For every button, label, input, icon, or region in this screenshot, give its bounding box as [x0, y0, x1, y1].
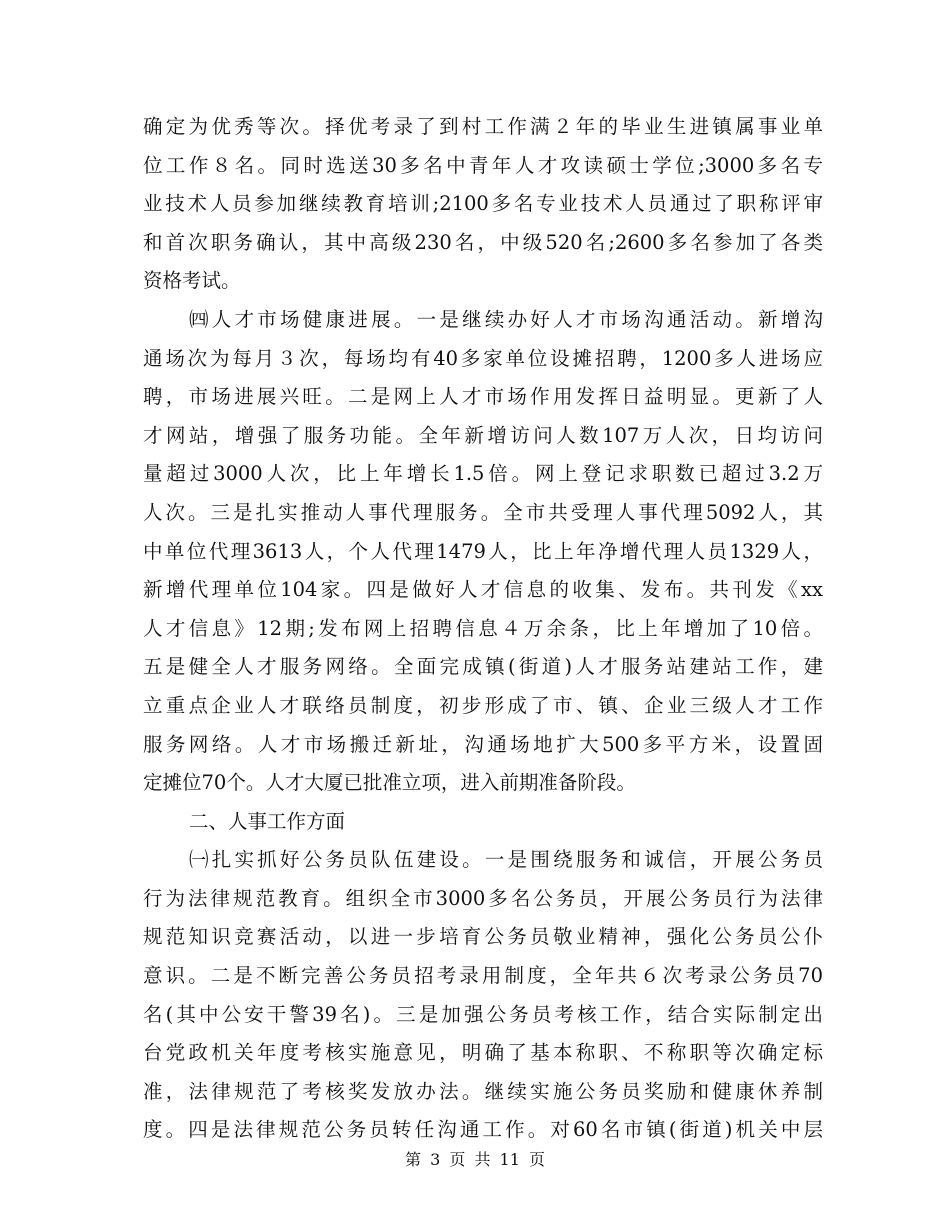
text-line: 资格考试。	[143, 269, 241, 293]
text-line: 度。四是法律规范公务员转任沟通工作。对60名市镇(街道)机关中层	[143, 1118, 823, 1142]
text-line: 五是健全人才服务网络。全面完成镇(街道)人才服务站建站工作，建	[143, 655, 823, 679]
body-text	[143, 108, 823, 1150]
text-line: 量超过3000人次，比上年增长1.5倍。网上登记求职数已超过3.2万	[143, 462, 823, 486]
text-line: 名(其中公安干警39名)。三是加强公务员考核工作，结合实际制定出	[143, 1002, 823, 1026]
text-line: 意识。二是不断完善公务员招考录用制度，全年共６次考录公务员70	[143, 964, 823, 988]
text-line: 新增代理单位104家。四是做好人才信息的收集、发布。共刊发《xx	[143, 578, 823, 602]
text-line: 定摊位70个。人才大厦已批准立项，进入前期准备阶段。	[143, 771, 636, 795]
text-line: ㈠扎实抓好公务员队伍建设。一是围绕服务和诚信，开展公务员	[189, 848, 823, 872]
text-line: 位工作８名。同时选送30多名中青年人才攻读硕士学位;3000多名专	[143, 153, 823, 177]
text-line: 人才信息》12期;发布网上招聘信息４万余条，比上年增加了10倍。	[143, 616, 823, 640]
text-line: 确定为优秀等次。择优考录了到村工作满２年的毕业生进镇属事业单	[143, 115, 823, 138]
text-line: 和首次职务确认，其中高级230名，中级520名;2600多名参加了各类	[143, 230, 823, 254]
page-footer: 第 3 页 共 11 页	[405, 1150, 545, 1169]
text-line: 通场次为每月３次，每场均有40多家单位设摊招聘，1200多人进场应	[143, 346, 823, 370]
text-line: 人次。三是扎实推动人事代理服务。全市共受理人事代理5092人，其	[143, 500, 823, 524]
text-line: ㈣人才市场健康进展。一是继续办好人才市场沟通活动。新增沟	[189, 307, 823, 331]
text-line: 行为法律规范教育。组织全市3000多名公务员，开展公务员行为法律	[143, 886, 823, 910]
text-line: 业技术人员参加继续教育培训;2100多名专业技术人员通过了职称评审	[143, 192, 823, 216]
text-line: 立重点企业人才联络员制度，初步形成了市、镇、企业三级人才工作	[143, 693, 823, 717]
text-line: 中单位代理3613人，个人代理1479人，比上年净增代理人员1329人，	[143, 539, 823, 563]
text-line: 规范知识竞赛活动，以进一步培育公务员敬业精神，强化公务员公仆	[143, 925, 823, 949]
text-line: 服务网络。人才市场搬迁新址，沟通场地扩大500多平方米，设置固	[143, 732, 823, 756]
text-line: 二、人事工作方面	[189, 809, 346, 833]
text-line: 台党政机关年度考核实施意见，明确了基本称职、不称职等次确定标	[143, 1041, 823, 1065]
text-line: 才网站，增强了服务功能。全年新增访问人数107万人次，日均访问	[143, 423, 823, 447]
text-line: 聘，市场进展兴旺。二是网上人才市场作用发挥日益明显。更新了人	[143, 385, 823, 409]
text-line: 准，法律规范了考核奖发放办法。继续实施公务员奖励和健康休养制	[143, 1079, 823, 1103]
